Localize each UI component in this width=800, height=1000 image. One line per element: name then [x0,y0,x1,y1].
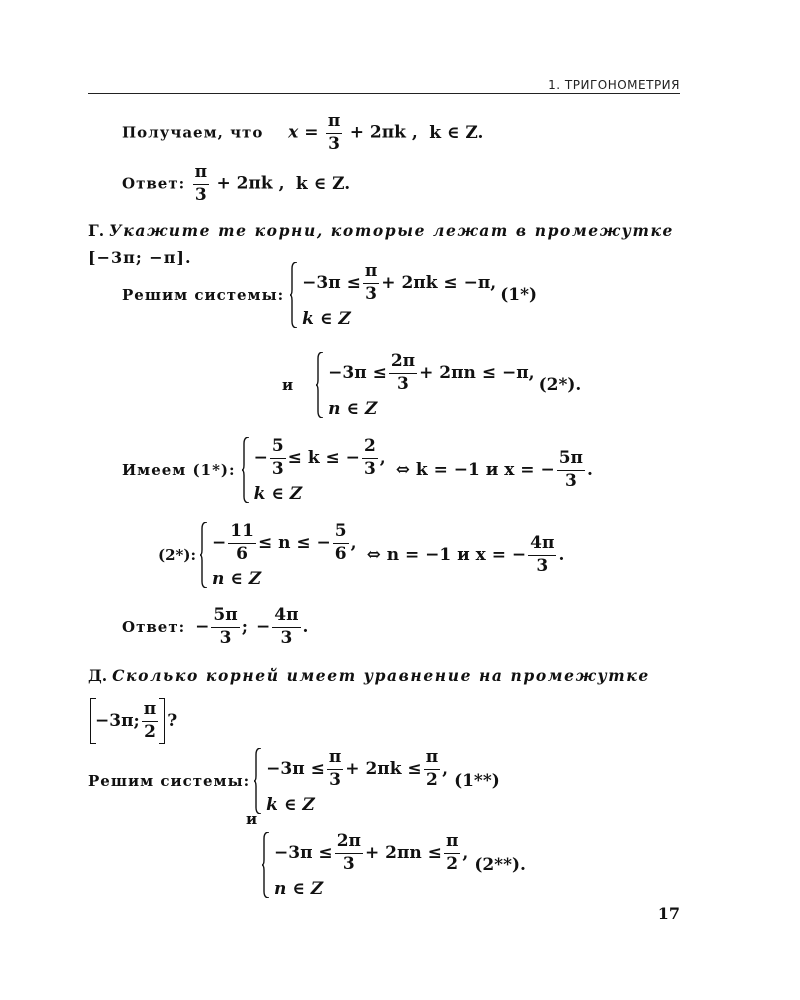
system-label: Решим системы: [88,772,251,790]
system-1: Решим системы: −3π ≤ $\frac{\pi}{3}$ + 2πk ≤ −π, k ∈ Z (1*) [122,261,538,329]
interval-bracket: −3π; $\frac{\pi}{2}$ [90,698,165,744]
fraction: $\frac{5\pi}{3}$ [213,605,238,648]
fraction: $\frac{5\pi}{3}$ [558,447,583,491]
task-text: Сколько корней имеет уравнение на промежутке [112,666,650,685]
brace-icon [316,352,324,418]
result-rest: + 2πk , [349,122,418,143]
and-word: и [246,810,259,828]
have-result: ⇔ n = −1 и x = − [366,545,527,565]
system-3: Решим системы: −3π ≤ $\frac{\pi}{3}$ + 2πk ≤ $\frac{\pi}{2}$ , k ∈ Z (1**) [88,747,500,815]
answer-tail: k ∈ Z. [295,173,351,194]
system-4: −3π ≤ $\frac{2\pi}{3}$ + 2πn ≤ $\frac{\pi}{2}$ , n ∈ Z (2**). [262,832,526,898]
brace-icon [262,832,270,898]
answer-label: Ответ: [122,174,186,193]
have-result: ⇔ k = −1 и x = − [395,460,555,480]
answer-line-1 [122,163,350,205]
task-interval: [−3π; −π]. [88,248,192,267]
page-number: 17 [657,904,680,923]
equation-tag: (1*) [500,285,538,305]
have-label: (2*): [158,546,197,564]
equation-tag: (1**) [454,771,500,791]
brace-icon [254,748,262,814]
result-lhs: x = [288,122,319,143]
equation-tag: (2**). [474,855,526,875]
result-text: Получаем, что [122,123,264,142]
have-2: (2*): − $\frac{11}{6}$ ≤ n ≤ − $\frac{5}{6}$ , n ∈ Z ⇔ n = −1 и x = − $\frac{4\pi}{3}$ . [158,521,565,589]
have-1: Имеем (1*): − $\frac{5}{3}$ ≤ k ≤ − $\frac{2}{3}$ , k ∈ Z ⇔ k = −1 и x = − $\frac{5\pi}{3}$ . [122,436,593,504]
answer-label: Ответ: [122,618,186,637]
equation-tag: (2*). [538,375,582,395]
result-tail: k ∈ Z. [429,122,484,143]
fraction: $\frac{\pi}{3}$ [194,162,208,205]
fraction: $\frac{4\pi}{3}$ [530,532,555,576]
task-text: Укажите те корни, которые лежат в промежутке [109,221,675,240]
task-d [88,666,650,685]
running-title: 1. ТРИГОНОМЕТРИЯ [548,78,680,92]
task-interval-d: −3π; $\frac{\pi}{2}$ ? [90,698,177,744]
brace-icon [242,437,250,503]
have-label: Имеем (1*): [122,461,236,479]
task-g [88,221,674,240]
and-word: и [282,376,295,394]
fraction: $\frac{\pi}{3}$ [327,111,341,154]
brace-icon [200,522,208,588]
answer-rest: + 2πk , [216,173,285,194]
result-line [122,112,483,154]
brace-icon [290,262,298,328]
answer-line-2: Ответ: − $\frac{5\pi}{3}$ ; − $\frac{4\pi}{3}$ . [122,605,309,648]
system-label: Решим системы: [122,286,285,304]
system-2: и −3π ≤ $\frac{2\pi}{3}$ + 2πn ≤ −π, n ∈ Z (2*). [282,351,582,419]
fraction: $\frac{4\pi}{3}$ [274,605,299,648]
task-label: Д. [88,666,108,685]
header-rule [88,93,680,94]
task-label: Г. [88,221,105,240]
